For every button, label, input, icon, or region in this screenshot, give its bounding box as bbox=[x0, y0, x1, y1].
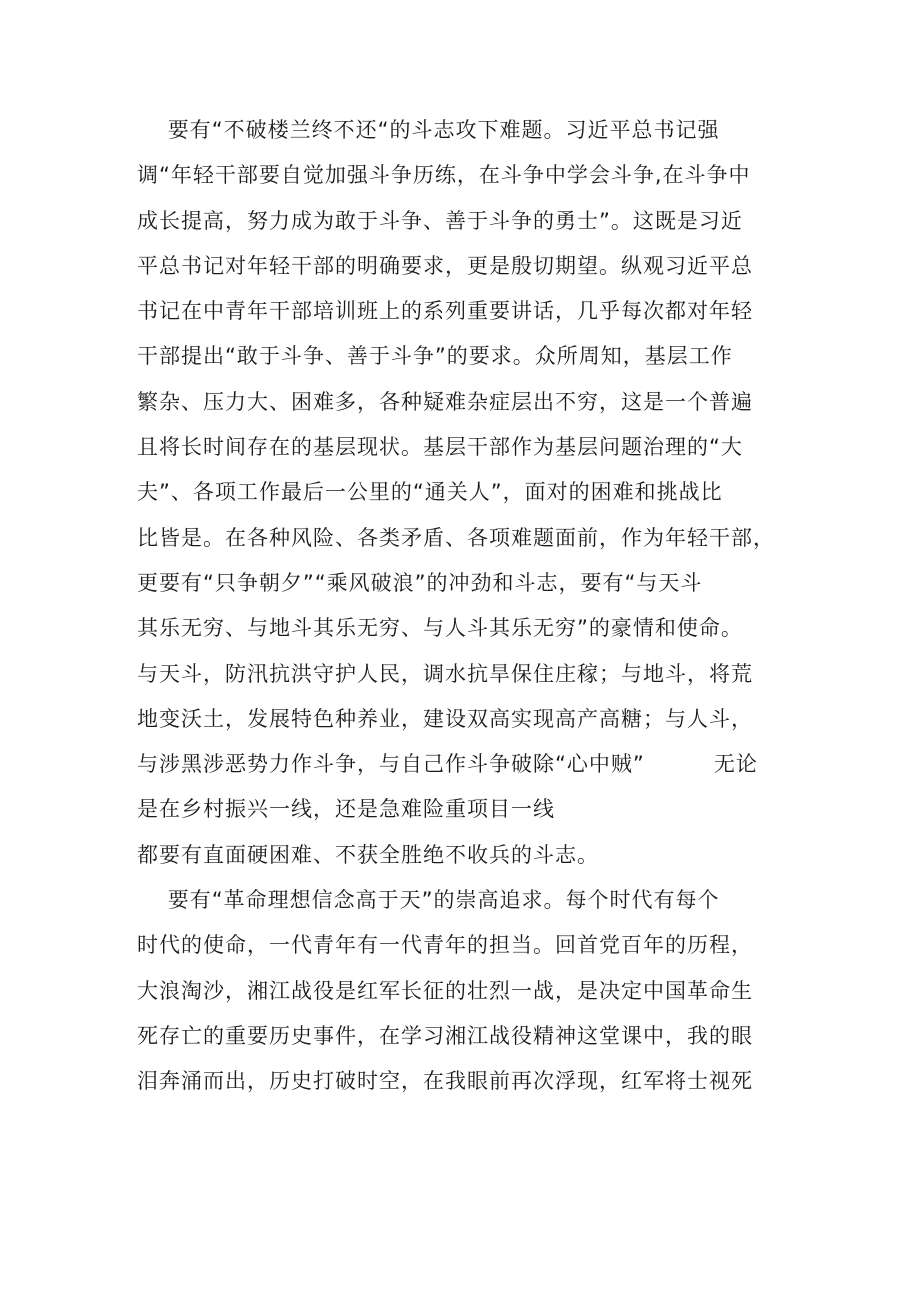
text-line-15: 与涉黑涉恶势力作斗争，与自己作斗争破除“心中贼” 无论 bbox=[137, 752, 758, 777]
text-line-6: 干部提出“敢于斗争、善于斗争”的要求。众所周知，基层工作 bbox=[137, 344, 733, 369]
text-line-21: 死存亡的重要历史事件，在学习湘江战役精神这堂课中，我的眼 bbox=[137, 1023, 753, 1048]
text-line-13: 与天斗，防汛抗洪守护人民，调水抗旱保住庄稼；与地斗，将荒 bbox=[137, 661, 753, 686]
text-line-10: 比皆是。在各种风险、各类矛盾、各项难题面前，作为年轻干部， bbox=[137, 525, 775, 550]
text-line-17: 都要有直面硬困难、不获全胜绝不收兵的斗志。 bbox=[137, 842, 599, 867]
text-line-22: 泪奔涌而出，历史打破时空，在我眼前再次浮现，红军将士视死 bbox=[137, 1069, 753, 1094]
text-line-20: 大浪淘沙，湘江战役是红军长征的壮烈一战，是决定中国革命生 bbox=[137, 978, 753, 1003]
text-line-18: 要有“革命理想信念高于天”的崇高追求。每个时代有每个 bbox=[137, 888, 720, 913]
text-line-1: 要有“不破楼兰终不还“的斗志攻下难题。习近平总书记强 bbox=[137, 118, 720, 142]
text-line-8: 且将长时间存在的基层现状。基层干部作为基层问题治理的“大 bbox=[137, 435, 743, 460]
text-line-9: 夫”、各项工作最后一公里的“通关人”，面对的困难和挑战比 bbox=[137, 480, 723, 505]
text-line-12: 其乐无穷、与地斗其乐无穷、与人斗其乐无穷”的豪情和使命。 bbox=[137, 616, 743, 641]
text-line-3: 成长提高，努力成为敢于斗争、善于斗争的勇士”。这既是习近 bbox=[137, 208, 743, 233]
text-line-14: 地变沃土，发展特色种养业，建设双高实现高产高糖；与人斗， bbox=[137, 706, 753, 731]
text-line-5: 书记在中青年干部培训班上的系列重要讲话，几乎每次都对年轻 bbox=[137, 299, 753, 324]
text-line-16: 是在乡村振兴一线，还是急难险重项目一线 bbox=[137, 797, 555, 822]
text-line-7: 繁杂、压力大、困难多，各种疑难杂症层出不穷，这是一个普遍 bbox=[137, 389, 753, 414]
text-line-19: 时代的使命，一代青年有一代青年的担当。回首党百年的历程， bbox=[137, 933, 753, 958]
text-line-2: 调“年轻干部要自觉加强斗争历练，在斗争中学会斗争,在斗争中 bbox=[137, 163, 751, 188]
text-line-4: 平总书记对年轻干部的明确要求，更是殷切期望。纵观习近平总 bbox=[137, 253, 753, 278]
body-text bbox=[137, 108, 797, 1105]
text-line-11: 更要有“只争朝夕”“乘风破浪”的冲劲和斗志，要有“与天斗 bbox=[137, 570, 703, 595]
